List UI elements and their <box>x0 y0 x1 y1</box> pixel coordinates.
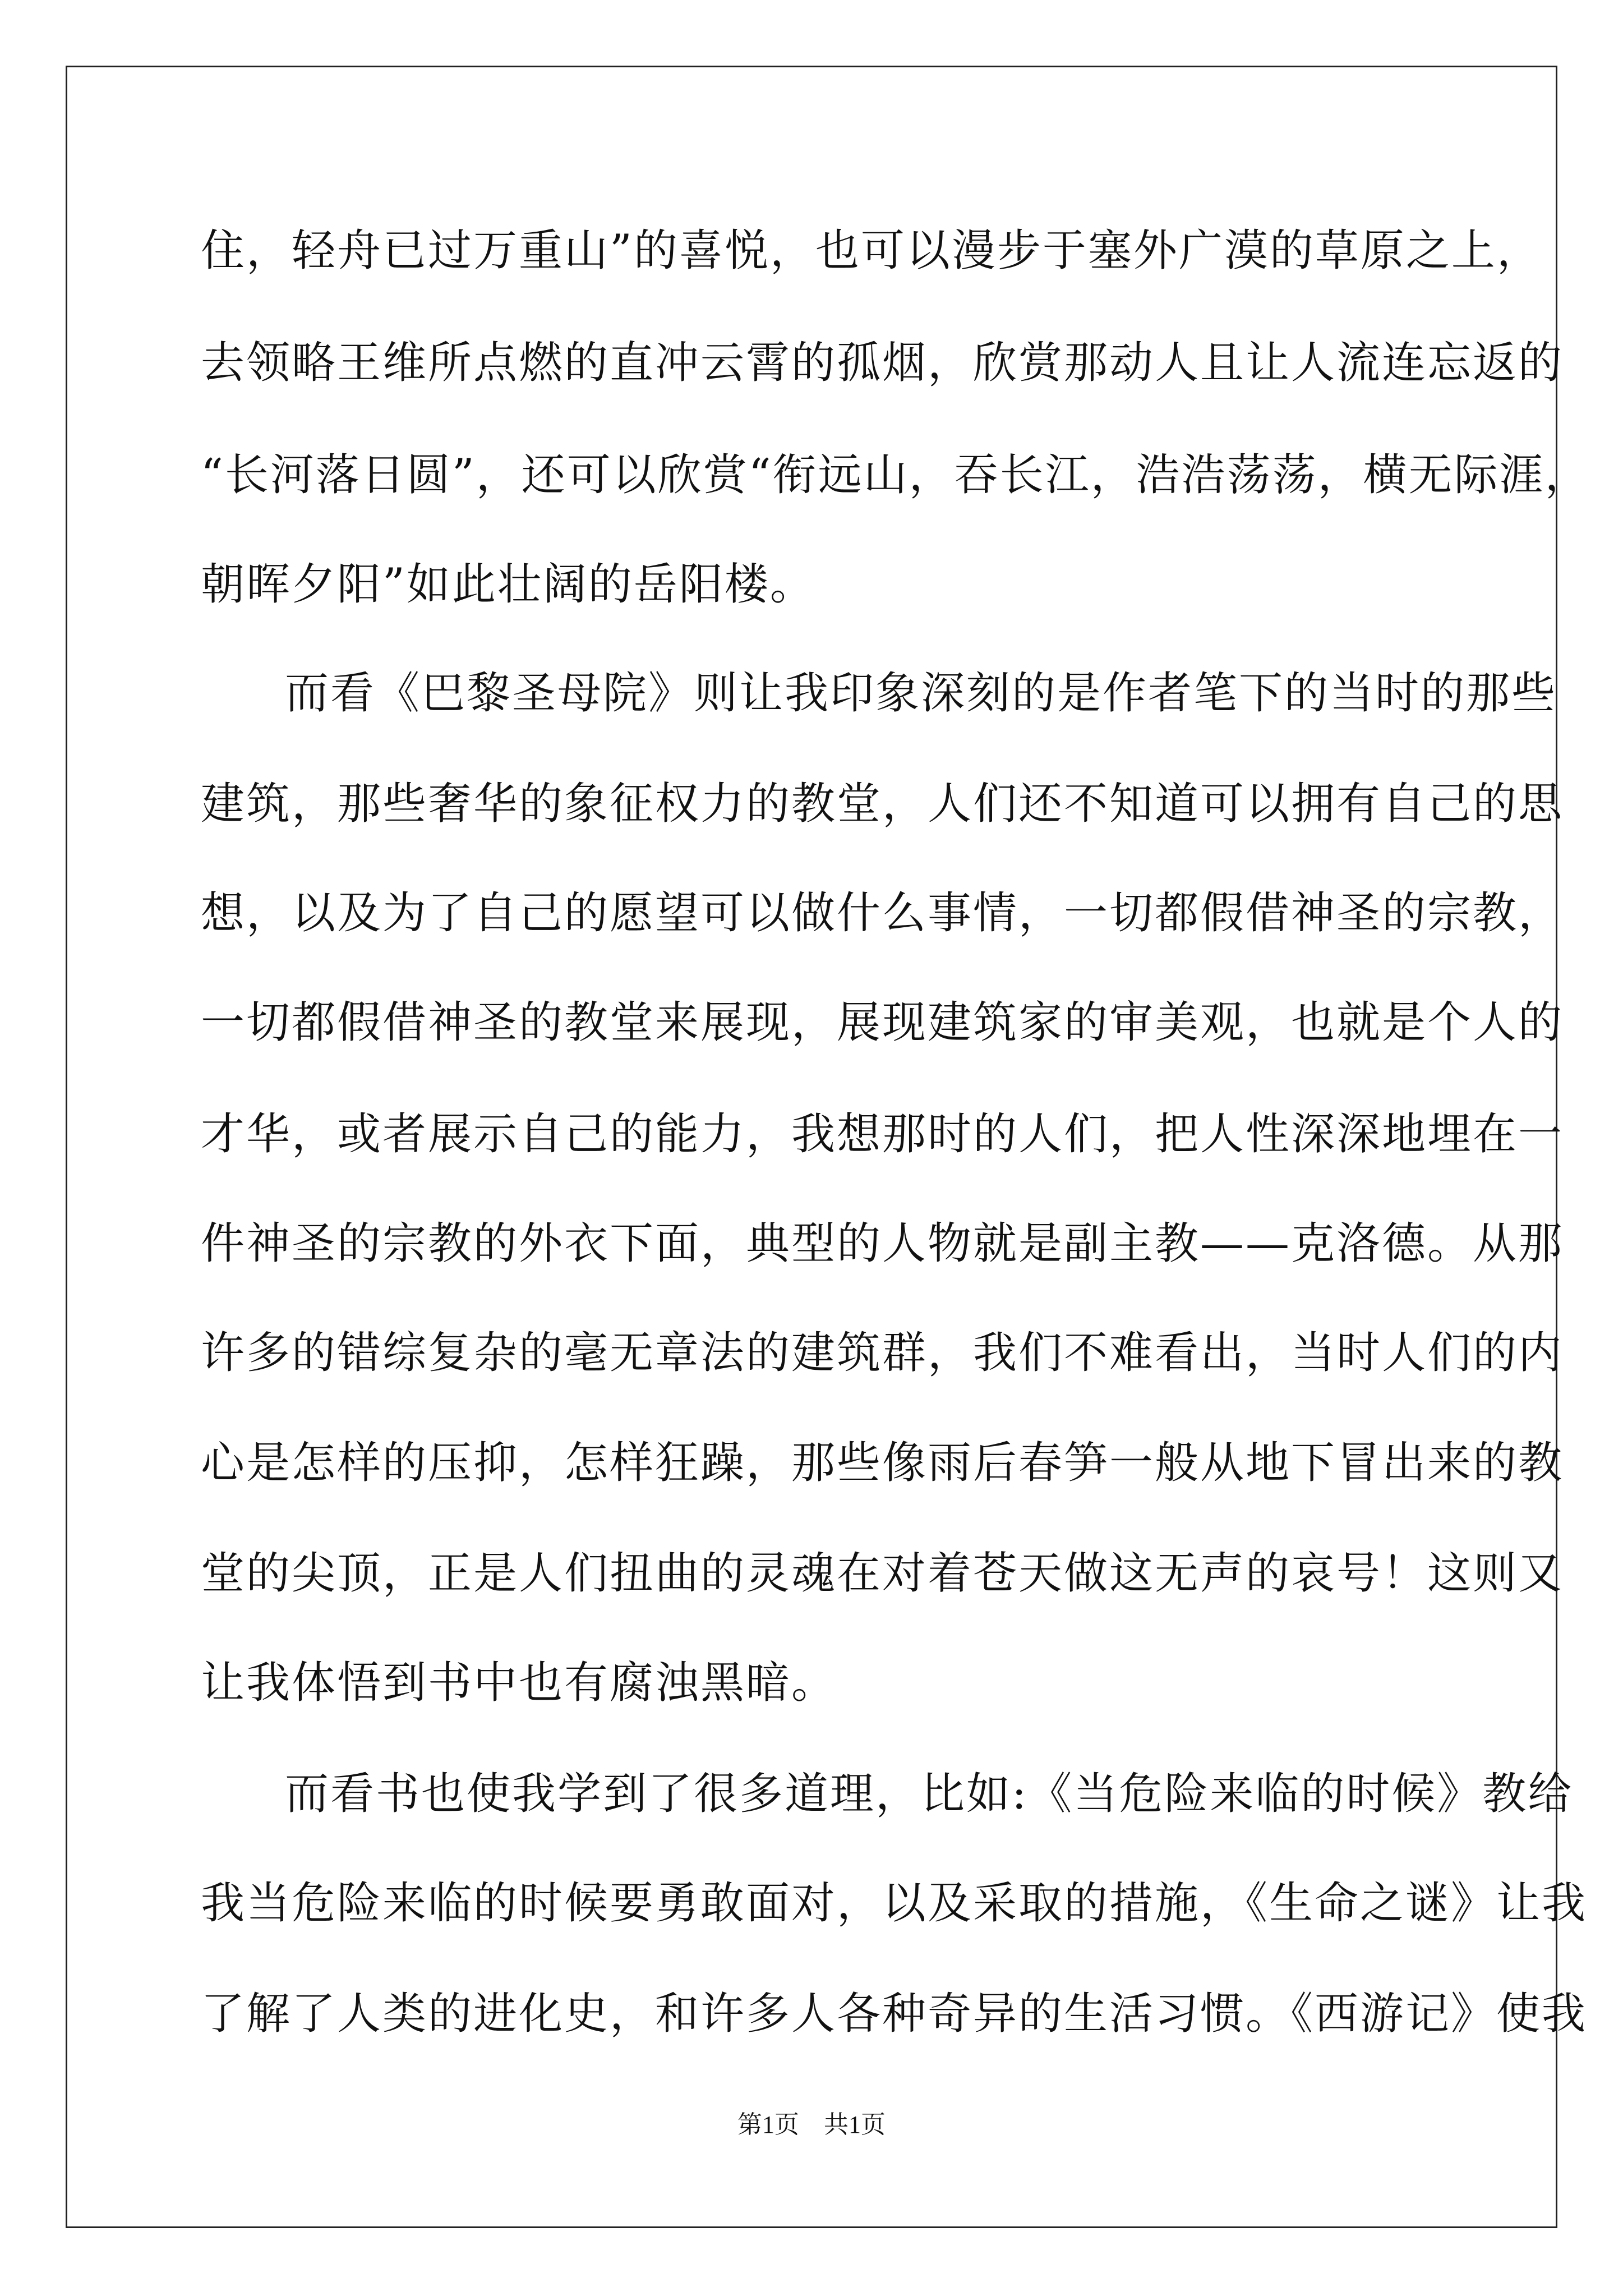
body-line: 我当危险来临的时候要勇敢面对，以及采取的措施，《生命之谜》让我 <box>201 1878 1588 1929</box>
body-line: 住，轻舟已过万重山”的喜悦，也可以漫步于塞外广漠的草原之上， <box>201 226 1542 276</box>
body-line: 件神圣的宗教的外衣下面，典型的人物就是副主教——克洛德。从那 <box>201 1218 1564 1269</box>
body-line: 许多的错综复杂的毫无章法的建筑群，我们不难看出，当时人们的内 <box>201 1328 1564 1378</box>
paragraph-start-line: 而看书也使我学到了很多道理，比如:《当危险来临的时候》教给 <box>285 1769 1574 1819</box>
page-number-footer: 第1页 共1页 <box>737 2111 886 2138</box>
body-line: 才华，或者展示自己的能力，我想那时的人们，把人性深深地埋在一 <box>201 1109 1564 1159</box>
body-line: 想，以及为了自己的愿望可以做什么事情，一切都假借神圣的宗教， <box>201 888 1564 938</box>
body-line: 堂的尖顶，正是人们扭曲的灵魂在对着苍天做这无声的哀号！这则又 <box>201 1548 1564 1599</box>
body-line: 心是怎样的压抑，怎样狂躁，那些像雨后春笋一般从地下冒出来的教 <box>201 1438 1564 1488</box>
paragraph-start-line: 而看《巴黎圣母院》则让我印象深刻的是作者笔下的当时的那些 <box>285 668 1557 719</box>
body-line: 让我体悟到书中也有腐浊黑暗。 <box>201 1658 837 1708</box>
body-line: “长河落日圆”，还可以欣赏“衔远山，吞长江，浩浩荡荡，横无际涯， <box>201 450 1590 500</box>
body-line: 建筑，那些奢华的象征权力的教堂，人们还不知道可以拥有自己的思 <box>201 779 1564 829</box>
body-line: 一切都假借神圣的教堂来展现，展现建筑家的审美观，也就是个人的 <box>201 997 1564 1048</box>
body-line: 朝晖夕阳”如此壮阔的岳阳楼。 <box>201 559 815 610</box>
body-line: 去领略王维所点燃的直冲云霄的孤烟，欣赏那动人且让人流连忘返的 <box>201 338 1564 388</box>
body-line: 了解了人类的进化史，和许多人各种奇异的生活习惯。《西游记》使我 <box>201 1989 1588 2039</box>
